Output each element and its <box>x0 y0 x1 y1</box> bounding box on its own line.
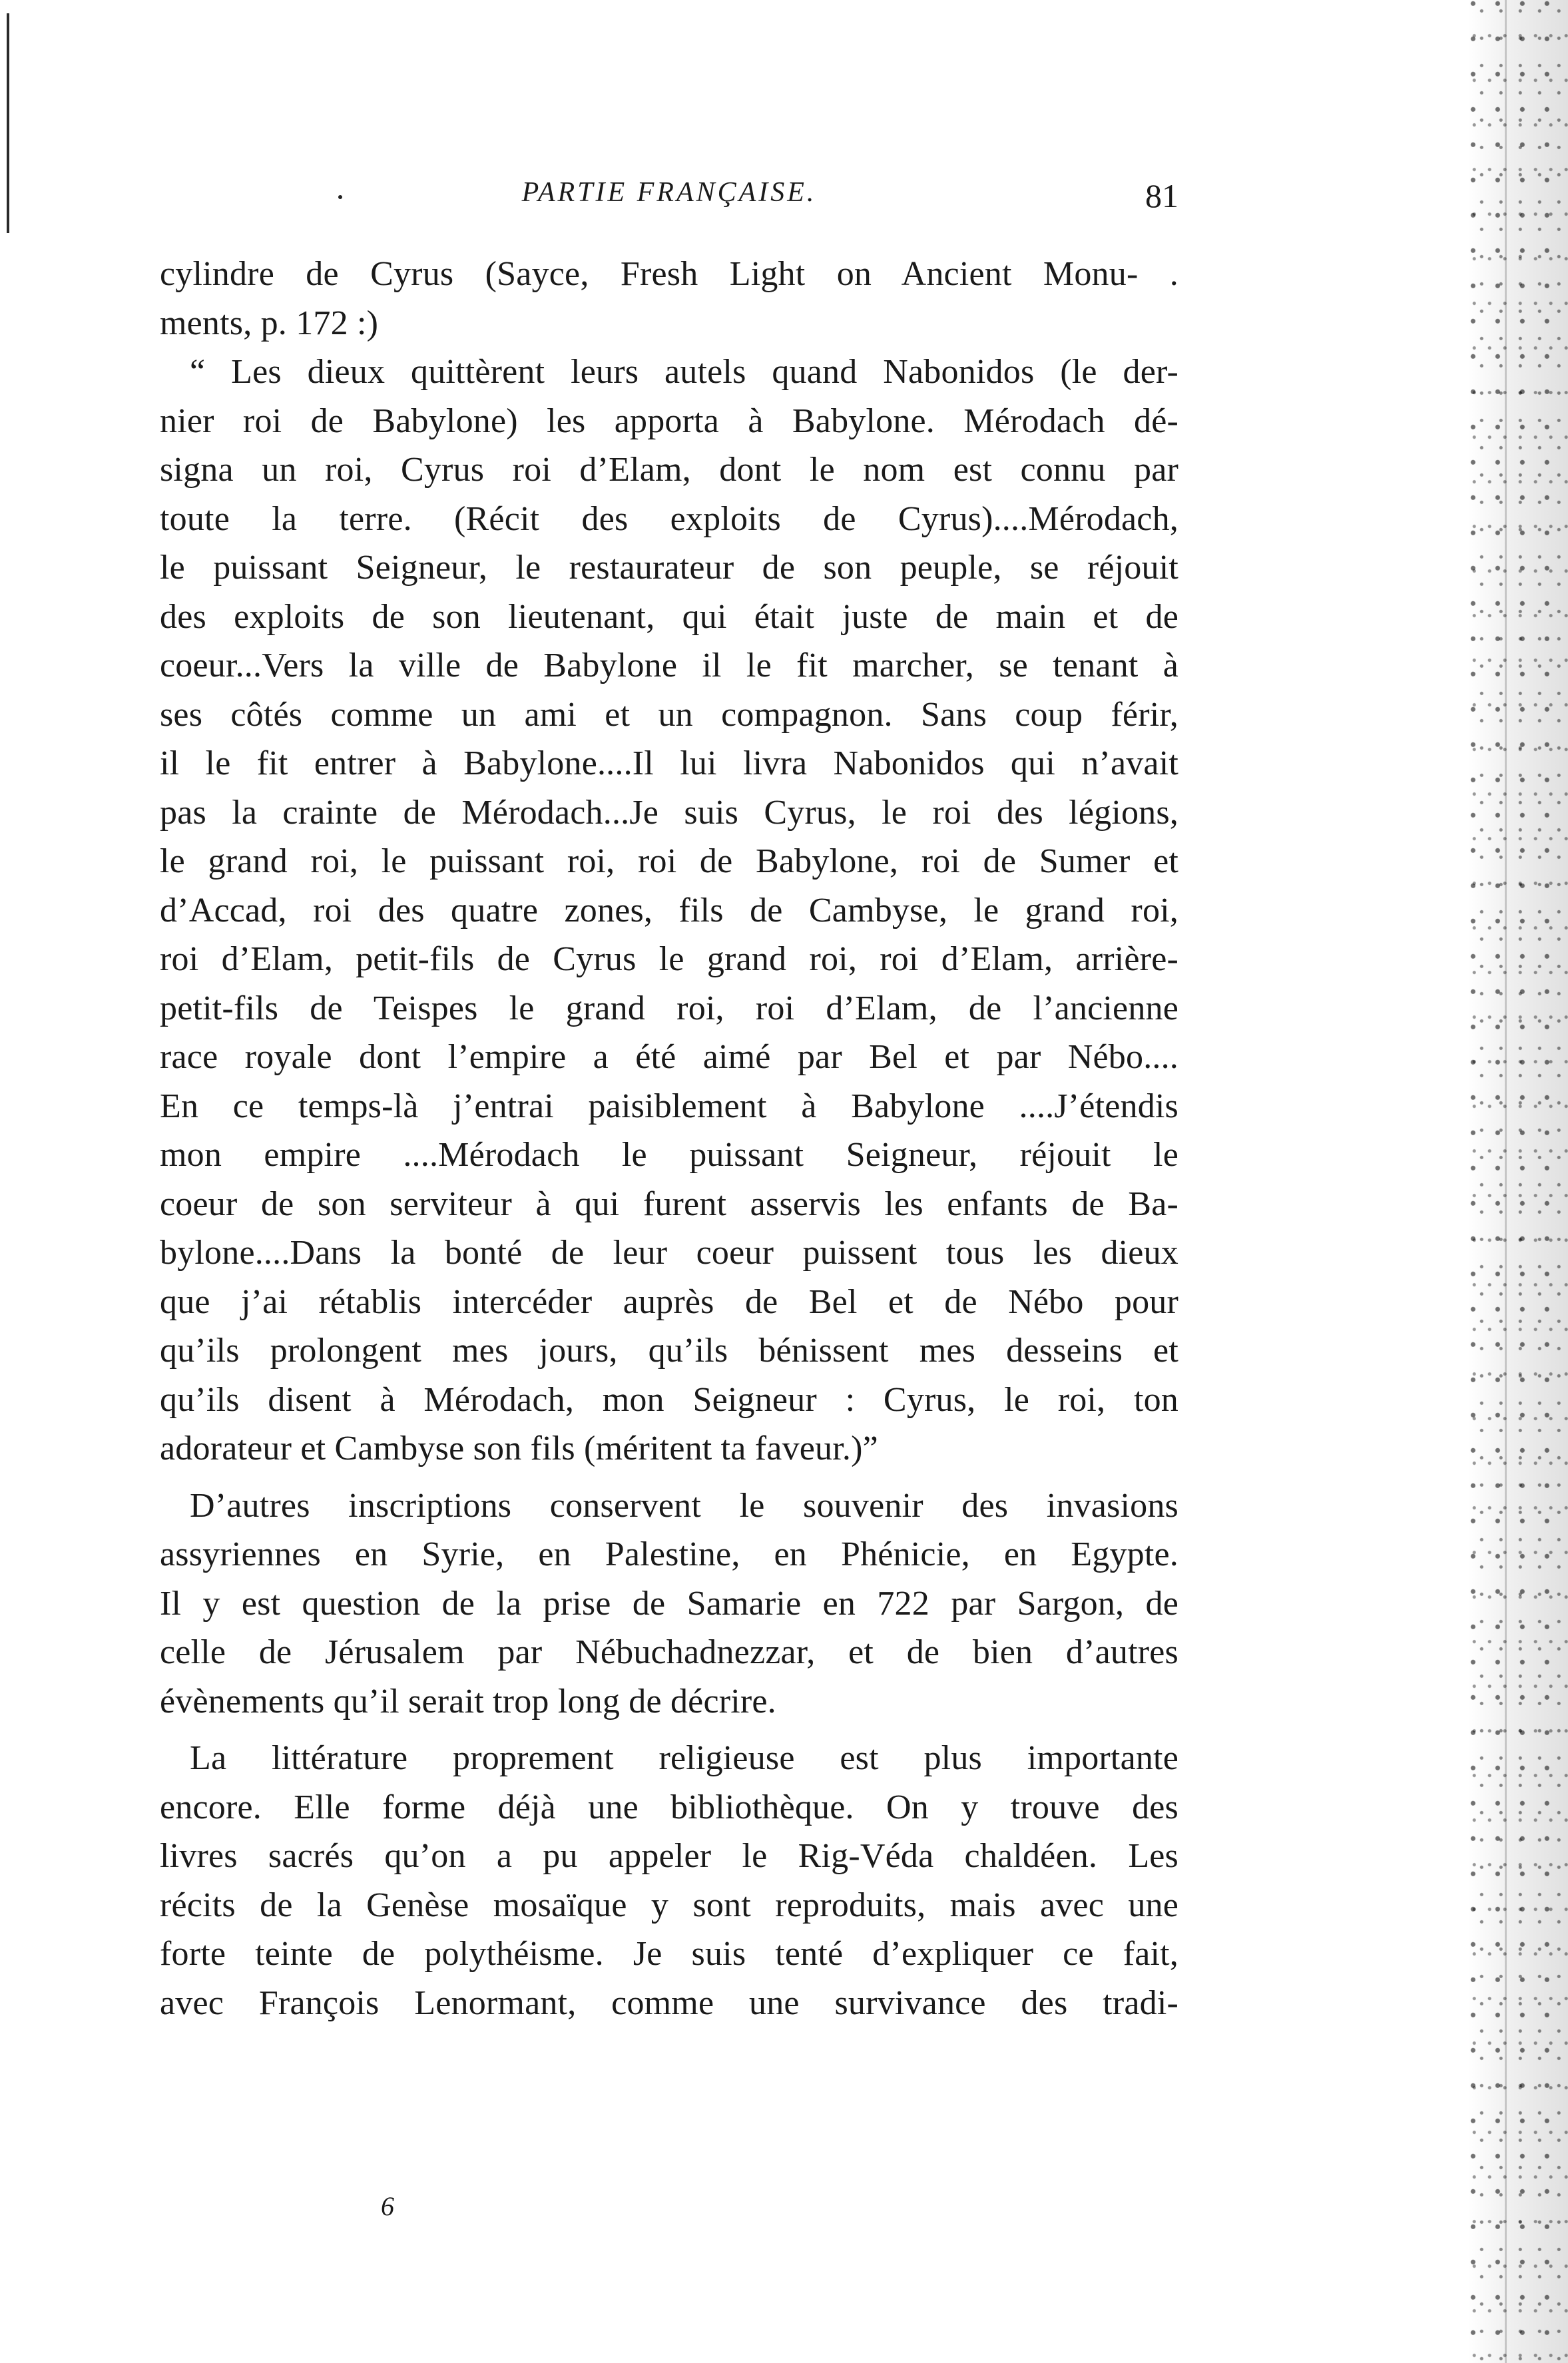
scan-edge-line <box>1505 0 1507 2363</box>
text-line: celle de Jérusalem par Nébuchadnezzar, et de bien d’autres <box>160 1633 1178 1671</box>
text-line: forte teinte de polythéisme. Je suis tenté d’expliquer ce fait, <box>160 1935 1178 1973</box>
text-line: Il y est question de la prise de Samarie en 722 par Sargon, de <box>160 1584 1178 1623</box>
text-line: signa un roi, Cyrus roi d’Elam, dont le nom est connu par <box>160 451 1178 489</box>
text-line: ments, p. 172 :) <box>160 304 379 342</box>
body-text <box>160 250 1178 2027</box>
text-line: des exploits de son lieutenant, qui était juste de main et de <box>160 597 1178 636</box>
text-line: coeur de son serviteur à qui furent asservis les enfants de Ba- <box>160 1184 1178 1223</box>
text-line: ses côtés comme un ami et un compagnon. Sans coup férir, <box>160 695 1178 734</box>
page-number: 81 <box>1145 177 1178 214</box>
text-line: mon empire ....Mérodach le puissant Seigneur, réjouit le <box>160 1136 1178 1174</box>
paragraph-gap <box>160 1473 1178 1481</box>
text-line: que j’ai rétablis intercéder auprès de Bel et de Nébo pour <box>160 1282 1178 1321</box>
text-line: nier roi de Babylone) les apporta à Babylone. Mérodach dé- <box>160 401 1178 440</box>
text-line: qu’ils disent à Mérodach, mon Seigneur : Cyrus, le roi, ton <box>160 1380 1178 1419</box>
text-line: race royale dont l’empire a été aimé par Bel et par Nébo.... <box>160 1038 1178 1076</box>
text-line: le grand roi, le puissant roi, roi de Babylone, roi de Sumer et <box>160 842 1178 880</box>
text-line: encore. Elle forme déjà une bibliothèque. On y trouve des <box>160 1788 1178 1826</box>
text-line: D’autres inscriptions conservent le souvenir des invasions <box>190 1486 1178 1525</box>
text-line: adorateur et Cambyse son fils (méritent ta faveur.)” <box>160 1430 878 1467</box>
text-line: roi d’Elam, petit-fils de Cyrus le grand roi, roi d’Elam, arrière- <box>160 940 1178 978</box>
text-line: d’Accad, roi des quatre zones, fils de Cambyse, le grand roi, <box>160 891 1178 929</box>
text-line: bylone....Dans la bonté de leur coeur puissent tous les dieux <box>160 1234 1178 1272</box>
text-line: il le fit entrer à Babylone....Il lui livra Nabonidos qui n’avait <box>160 744 1178 782</box>
text-line: pas la crainte de Mérodach...Je suis Cyrus, le roi des légions, <box>160 793 1178 832</box>
paragraph-cyrus-cylinder <box>160 250 1178 1473</box>
text-line: “ Les dieux quittèrent leurs autels quand Nabonidos (le der- <box>190 353 1178 391</box>
text-line: évènements qu’il serait trop long de décrire. <box>160 1682 776 1720</box>
paragraph-gap <box>160 1726 1178 1734</box>
text-line: assyriennes en Syrie, en Palestine, en Phénicie, en Egypte. <box>160 1535 1178 1573</box>
text-line: livres sacrés qu’on a pu appeler le Rig-Véda chaldéen. Les <box>160 1837 1178 1875</box>
scan-page-edge <box>1468 0 1568 2363</box>
text-line: récits de la Genèse mosaïque y sont reproduits, mais avec une <box>160 1886 1178 1924</box>
text-line: La littérature proprement religieuse est plus importante <box>190 1739 1178 1777</box>
text-line: avec François Lenormant, comme une survivance des tradi- <box>160 1983 1178 2022</box>
running-title: PARTIE FRANÇAISE. <box>521 177 817 208</box>
page-header <box>160 176 1178 230</box>
signature-mark: 6 <box>381 2191 394 2221</box>
paragraph-assyrian-invasions <box>160 1481 1178 1726</box>
scan-margin-rule <box>7 13 9 233</box>
text-line: cylindre de Cyrus (Sayce, Fresh Light on Ancient Monu- . <box>160 255 1178 293</box>
paragraph-religious-literature <box>160 1734 1178 2027</box>
text-line: toute la terre. (Récit des exploits de Cyrus)....Mérodach, <box>160 499 1178 538</box>
text-line: coeur...Vers la ville de Babylone il le fit marcher, se tenant à <box>160 647 1178 684</box>
text-line: En ce temps-là j’entrai paisiblement à Babylone ....J’étendis <box>160 1087 1178 1125</box>
text-line: qu’ils prolongent mes jours, qu’ils bénissent mes desseins et <box>160 1332 1178 1370</box>
text-line: petit-fils de Teispes le grand roi, roi d’Elam, de l’ancienne <box>160 989 1178 1027</box>
text-line: le puissant Seigneur, le restaurateur de son peuple, se réjouit <box>160 549 1178 587</box>
